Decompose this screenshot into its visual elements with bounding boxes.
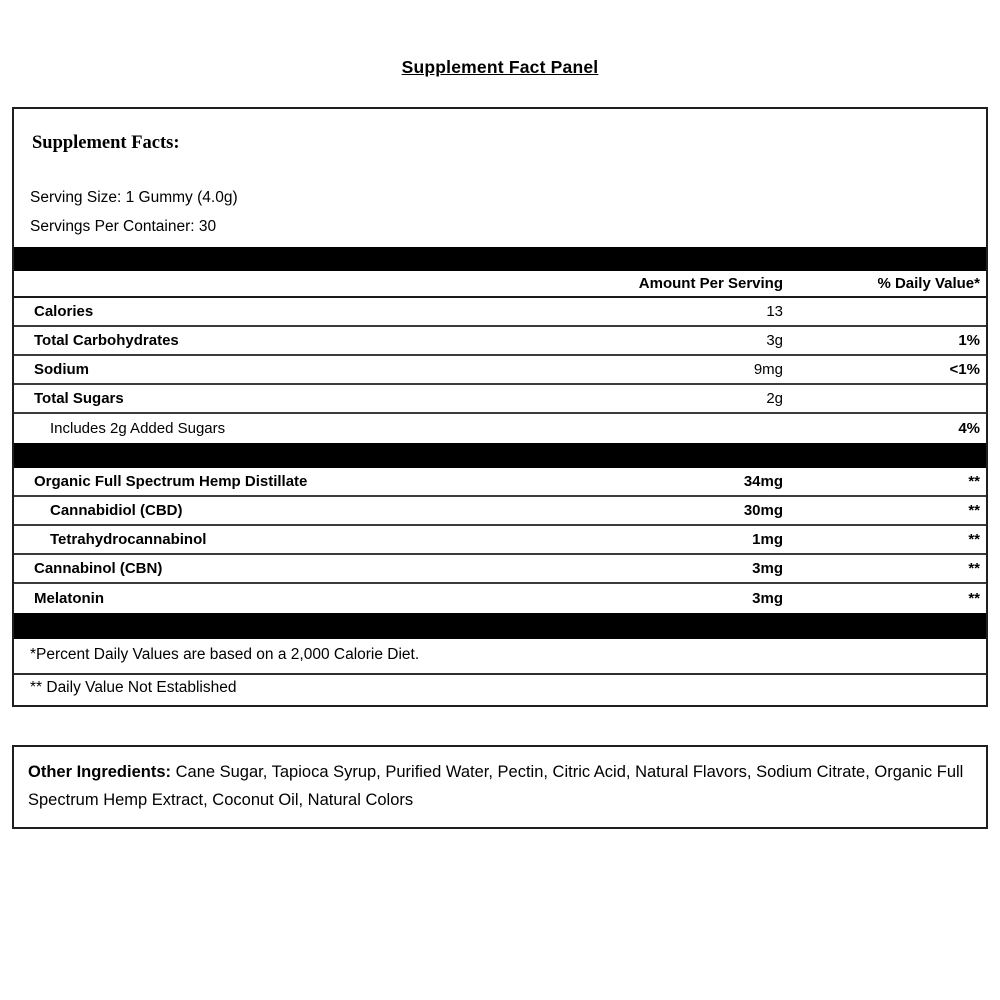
nutrient-daily-value: ** [968, 531, 980, 548]
table-row [14, 327, 986, 356]
daily-value-footnote: *Percent Daily Values are based on a 2,000 Calorie Diet. [14, 639, 986, 675]
nutrient-daily-value: ** [968, 473, 980, 490]
nutrient-daily-value: 4% [958, 420, 980, 437]
nutrient-daily-value: ** [968, 560, 980, 577]
table-header-row [14, 271, 986, 298]
nutrient-name: Organic Full Spectrum Hemp Distillate [34, 473, 308, 490]
nutrient-name: Total Carbohydrates [34, 332, 179, 349]
nutrient-amount: 3mg [752, 560, 783, 577]
table-row [14, 526, 986, 555]
nutrient-amount: 1mg [752, 531, 783, 548]
servings-per-container: Servings Per Container: 30 [30, 218, 217, 235]
nutrient-amount: 3mg [752, 590, 783, 607]
nutrient-name: Cannabinol (CBN) [34, 560, 163, 577]
serving-size: Serving Size: 1 Gummy (4.0g) [30, 189, 238, 206]
table-row [14, 414, 986, 443]
nutrient-amount: 30mg [743, 502, 783, 519]
section-divider-bar [14, 613, 986, 639]
table-row [14, 468, 986, 497]
table-row [14, 385, 986, 414]
nutrient-name: Total Sugars [34, 390, 124, 407]
column-header-daily-value: % Daily Value* [877, 275, 980, 292]
table-row [14, 356, 986, 385]
nutrient-name: Cannabidiol (CBD) [50, 502, 183, 519]
other-ingredients-box [12, 745, 988, 829]
nutrient-daily-value: ** [968, 502, 980, 519]
supplement-facts-heading: Supplement Facts: [32, 133, 180, 153]
section-divider-bar [14, 247, 986, 271]
nutrient-amount: 13 [766, 303, 783, 320]
not-established-footnote: ** Daily Value Not Established [30, 679, 237, 696]
table-row [14, 298, 986, 327]
nutrient-name: Includes 2g Added Sugars [50, 420, 226, 437]
other-ingredients-label: Other Ingredients: [28, 763, 172, 781]
table-row [14, 497, 986, 526]
nutrient-amount: 9mg [753, 361, 783, 378]
page-title: Supplement Fact Panel [401, 57, 599, 77]
nutrient-amount: 2g [766, 390, 783, 407]
nutrient-name: Sodium [34, 361, 89, 378]
section-divider-bar [14, 443, 986, 468]
nutrient-amount: 3g [766, 332, 783, 349]
supplement-facts-panel [12, 107, 988, 707]
nutrient-amount: 34mg [743, 473, 783, 490]
serving-info [14, 183, 986, 241]
column-header-amount: Amount Per Serving [638, 275, 783, 292]
other-ingredients-text: Cane Sugar, Tapioca Syrup, Purified Water, Pectin, Citric Acid, Natural Flavors, Sodium Citrate, Organic Full Spectrum Hemp Extract, Coconut Oil, Natural Colors [28, 763, 964, 809]
nutrient-name: Calories [34, 303, 94, 320]
nutrient-name: Tetrahydrocannabinol [50, 531, 207, 548]
nutrient-daily-value: 1% [958, 332, 980, 349]
nutrient-daily-value: ** [968, 590, 980, 607]
nutrient-daily-value: <1% [949, 361, 980, 378]
nutrient-name: Melatonin [34, 590, 104, 607]
table-row [14, 555, 986, 584]
table-row [14, 584, 986, 613]
